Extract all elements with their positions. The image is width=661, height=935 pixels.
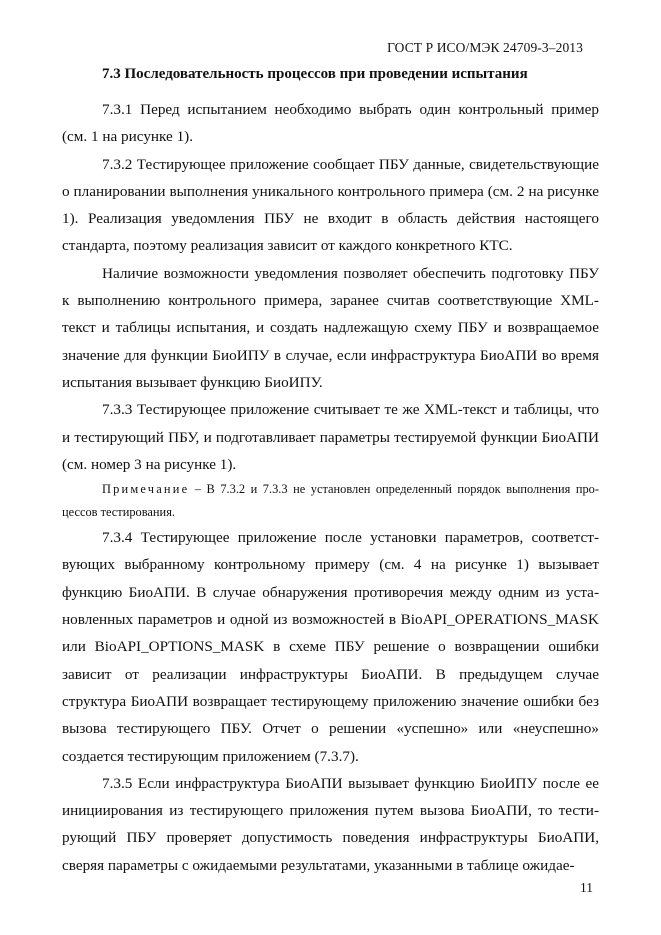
paragraph-7-3-5: 7.3.5 Если инфраструктура БиоАПИ вызывает функцию БиоИПУ после ее инициирования из тестирующего приложения путем вызова БиоАПИ, то тестирующий ПБУ проверяет допустимость поведения инфраструктуры БиоАПИ, сверяя параметры с ожидаемыми результатами, указанными в таблице ожидае- bbox=[62, 774, 599, 874]
paragraph-7-3-2: 7.3.2 Тестирующее приложение сообщает ПБУ данные, свидетельствующие о планировании выполнения уникального контрольного примера (см. 2 на рисунке 1). Реализация уведомления ПБУ не входит в область действия настоящего стандарта, поэтому реализация зависит от каждого конкретного КТС. bbox=[62, 155, 599, 255]
paragraph-7-3-1: 7.3.1 Перед испытанием необходимо выбрать один контрольный пример (см. 1 на рисунке 1). bbox=[62, 101, 599, 146]
note-text: – В 7.3.2 и 7.3.3 не установлен определенный порядок выполнения процессов тестирования. bbox=[62, 482, 599, 520]
document-body bbox=[62, 62, 599, 879]
paragraph-7-3-3: 7.3.3 Тестирующее приложение считывает те же XML-текст и таблицы, что и тестирующий ПБУ, и подготавливает параметры тестируемой функции БиоАПИ (см. номер 3 на рисунке 1). bbox=[62, 401, 599, 473]
note bbox=[62, 478, 599, 524]
paragraph-7-3-2-continued: Наличие возможности уведомления позволяет обеспечить подготовку ПБУ к выполнению контрольного примера, заранее считав соответствующие XML-текст и таблицы испытания, и создать надлежащую схему ПБУ и возвращаемое значение для функции БиоИПУ в случае, если инфраструктура БиоАПИ во время испытания вызывает функцию БиоИПУ. bbox=[62, 264, 599, 391]
page-number: 11 bbox=[580, 880, 593, 895]
paragraph-7-3-4: 7.3.4 Тестирующее приложение после установки параметров, соответствующих выбранному контрольному примеру (см. 4 на рисунке 1) вызывает функцию БиоАПИ. В случае обнаружения противоречия между одним из установленных параметров и одной из возможностей в BioAPI_OPERATIONS_MASK или BioAPI_OPTIONS_MASK в схеме ПБУ решение о возвращении ошибки зависит от реализации инфраструктуры БиоАПИ. В предыдущем случае структура БиоАПИ возвращает тестирующему приложению значение ошибки без вызова тестирующего ПБУ. Отчет о решении «успешно» или «неуспешно» создается тестирующим приложением (7.3.7). bbox=[62, 529, 599, 765]
standard-header: ГОСТ Р ИСО/МЭК 24709-3–2013 bbox=[387, 40, 583, 55]
section-title: 7.3 Последовательность процессов при проведении испытания bbox=[102, 66, 528, 82]
note-label: Примечание bbox=[102, 482, 190, 497]
